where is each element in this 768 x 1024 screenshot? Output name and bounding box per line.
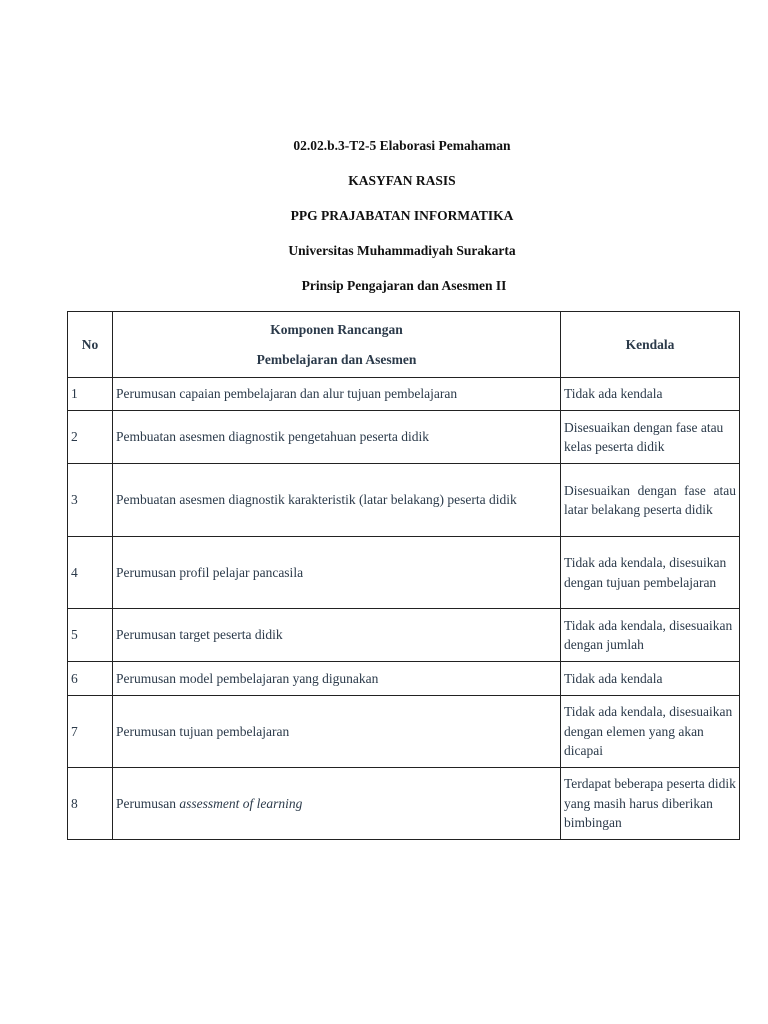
row-number: 6	[68, 662, 113, 696]
table-row	[68, 464, 740, 537]
table-row	[68, 609, 740, 662]
row-constraint: Tidak ada kendala	[561, 378, 740, 411]
row-component: Perumusan model pembelajaran yang digunakan	[113, 662, 561, 696]
header-constraint: Kendala	[561, 312, 740, 378]
row-number: 3	[68, 464, 113, 537]
table-header-row	[68, 312, 740, 378]
program-name: PPG PRAJABATAN INFORMATIKA	[290, 208, 514, 223]
row-number: 4	[68, 537, 113, 609]
row-component-prefix: Perumusan	[116, 795, 180, 811]
row-constraint: Tidak ada kendala, disesuaikan dengan elemen yang akan dicapai	[561, 696, 740, 768]
university-name: Universitas Muhammadiyah Surakarta	[288, 243, 516, 258]
row-component: Perumusan profil pelajar pancasila	[113, 537, 561, 609]
row-number: 7	[68, 696, 113, 768]
header-component	[113, 312, 561, 378]
row-constraint: Tidak ada kendala, disesuikan dengan tujuan pembelajaran	[561, 537, 740, 609]
row-component: Pembuatan asesmen diagnostik karakteristik (latar belakang) peserta didik	[113, 464, 561, 537]
document-header	[0, 136, 768, 311]
row-number: 5	[68, 609, 113, 662]
table-row	[68, 768, 740, 840]
row-constraint: Disesuaikan dengan fase atau latar belakang peserta didik	[561, 464, 740, 537]
row-component: Perumusan target peserta didik	[113, 609, 561, 662]
row-constraint: Disesuaikan dengan fase atau kelas peserta didik	[561, 411, 740, 464]
row-component: Perumusan tujuan pembelajaran	[113, 696, 561, 768]
row-number: 1	[68, 378, 113, 411]
row-component-italic: assessment of learning	[179, 795, 303, 811]
design-components-table	[67, 311, 740, 840]
row-component: Pembuatan asesmen diagnostik pengetahuan peserta didik	[113, 411, 561, 464]
row-number: 8	[68, 768, 113, 840]
row-component: Perumusan capaian pembelajaran dan alur tujuan pembelajaran	[113, 378, 561, 411]
table-row	[68, 696, 740, 768]
header-no: No	[68, 312, 113, 378]
course-name: Prinsip Pengajaran dan Asesmen II	[301, 278, 507, 293]
table-row	[68, 378, 740, 411]
table-row	[68, 537, 740, 609]
author-name: KASYFAN RASIS	[348, 173, 456, 188]
row-constraint: Terdapat beberapa peserta didik yang masih harus diberikan bimbingan	[561, 768, 740, 840]
row-constraint: Tidak ada kendala, disesuaikan dengan jumlah	[561, 609, 740, 662]
row-constraint: Tidak ada kendala	[561, 662, 740, 696]
table-row	[68, 411, 740, 464]
row-number: 2	[68, 411, 113, 464]
header-component-line1: Komponen Rancangan	[270, 322, 403, 337]
assignment-title: 02.02.b.3-T2-5 Elaborasi Pemahaman	[293, 138, 511, 153]
table-row	[68, 662, 740, 696]
header-component-line2: Pembelajaran dan Asesmen	[256, 351, 417, 367]
row-component	[113, 768, 561, 840]
